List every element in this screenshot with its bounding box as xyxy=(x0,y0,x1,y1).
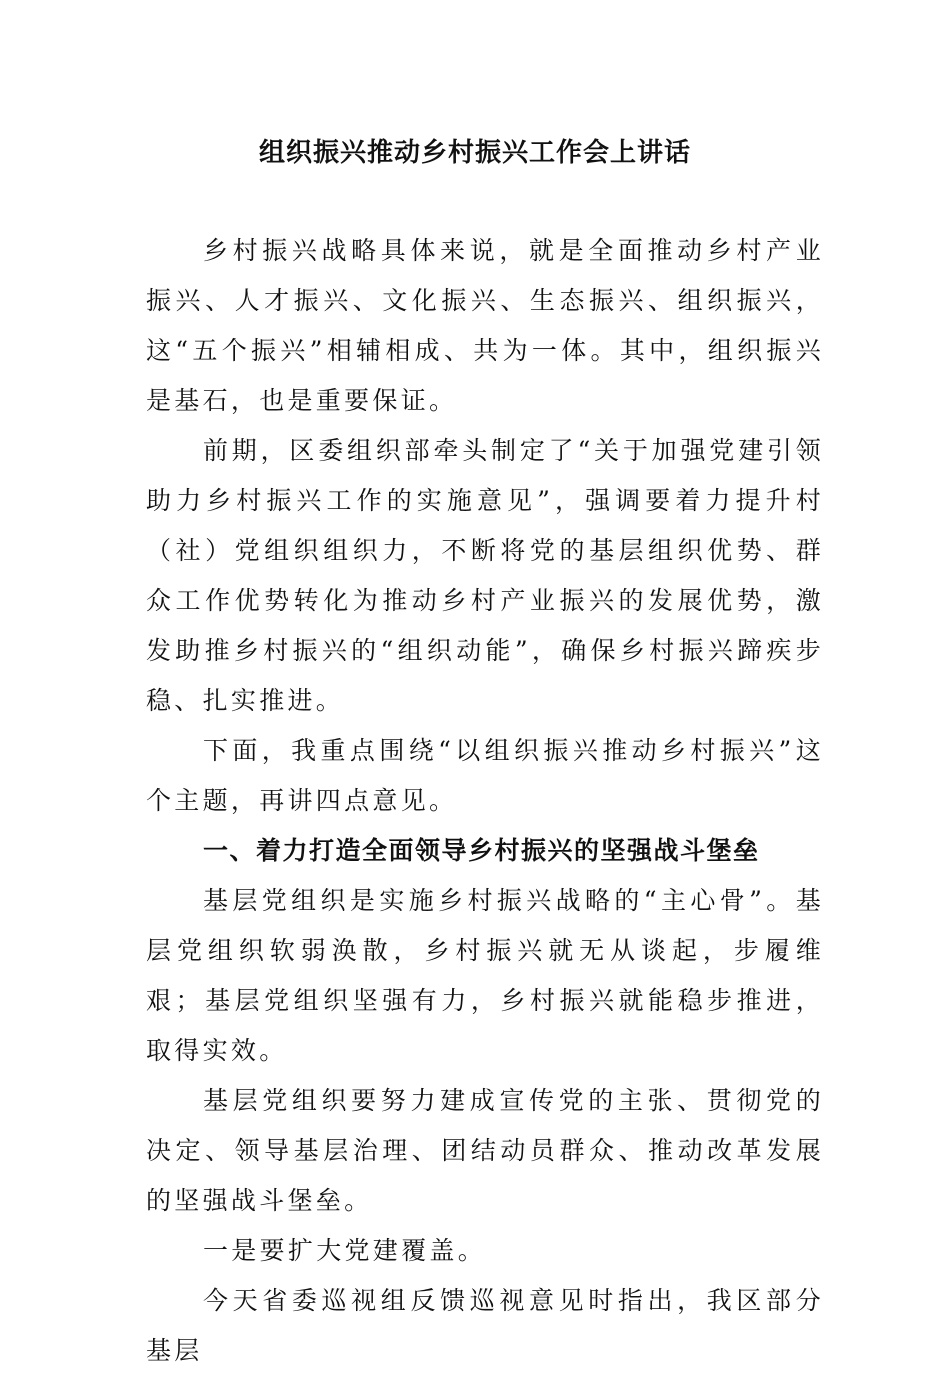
paragraph: 基层党组织要努力建成宣传党的主张、贯彻党的决定、领导基层治理、团结动员群众、推动改革发展的坚强战斗堡垒。 xyxy=(146,1086,824,1215)
paragraph: 乡村振兴战略具体来说，就是全面推动乡村产业振兴、人才振兴、文化振兴、生态振兴、组织振兴，这“五个振兴”相辅相成、共为一体。其中，组织振兴是基石，也是重要保证。 xyxy=(146,236,824,415)
document-body xyxy=(146,226,824,1376)
paragraph: 今天省委巡视组反馈巡视意见时指出，我区部分基层 xyxy=(146,1286,824,1365)
paragraph: 基层党组织是实施乡村振兴战略的“主心骨”。基层党组织软弱涣散，乡村振兴就无从谈起，步履维艰；基层党组织坚强有力，乡村振兴就能稳步推进，取得实效。 xyxy=(146,886,824,1065)
document-title: 组织振兴推动乡村振兴工作会上讲话 xyxy=(258,138,691,168)
paragraph: 下面，我重点围绕“以组织振兴推动乡村振兴”这个主题，再讲四点意见。 xyxy=(146,736,824,815)
section-heading: 一、着力打造全面领导乡村振兴的坚强战斗堡垒 xyxy=(203,836,760,865)
paragraph: 前期，区委组织部牵头制定了“关于加强党建引领助力乡村振兴工作的实施意见”，强调要着力提升村（社）党组织组织力，不断将党的基层组织优势、群众工作优势转化为推动乡村产业振兴的发展优势，激发助推乡村振兴的“组织动能”，确保乡村振兴蹄疾步稳、扎实推进。 xyxy=(146,436,824,715)
paragraph: 一是要扩大党建覆盖。 xyxy=(203,1236,487,1265)
